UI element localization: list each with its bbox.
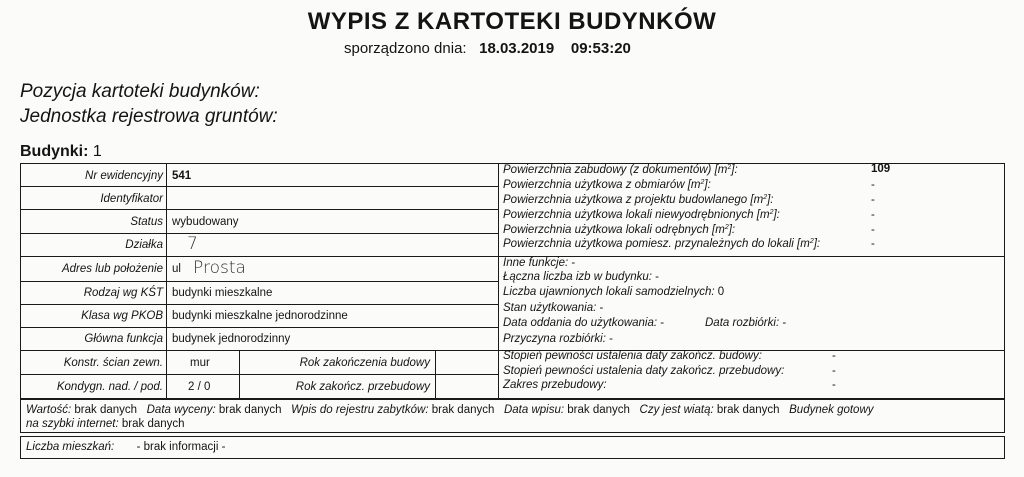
date-prefix: sporządzono dnia: bbox=[344, 40, 467, 57]
right-line bbox=[503, 209, 780, 221]
ready-label-2: na szybki internet: bbox=[26, 418, 119, 430]
row-line bbox=[20, 327, 498, 328]
area-unit: $[m^2]$: bbox=[750, 194, 774, 206]
entry-label: Data wpisu: bbox=[503, 404, 565, 416]
commission-date-label: Data oddania do użytkowania: bbox=[503, 317, 658, 329]
unit-label: Jednostka rejestrowa gruntów: bbox=[20, 106, 278, 127]
row-line bbox=[20, 304, 498, 305]
field-value: budynki mieszkalne jednorodzinne bbox=[172, 310, 348, 322]
area-unit: [m bbox=[714, 164, 728, 176]
street-handwritten: Prosta bbox=[193, 258, 246, 278]
field-label: Klasa wg PKOB bbox=[81, 310, 163, 322]
apartments-line bbox=[26, 441, 225, 453]
area-unit: $[m^2]$: bbox=[756, 209, 780, 221]
row-line bbox=[20, 209, 498, 210]
field-label: Rok zakończ. przebudowy bbox=[295, 381, 430, 393]
issue-time: 09:53:20 bbox=[570, 40, 631, 57]
row-line bbox=[20, 233, 498, 234]
right-line-value: - bbox=[871, 238, 875, 250]
ready-label: Budynek gotowy bbox=[789, 404, 874, 416]
value-label: Wartość: bbox=[26, 404, 72, 416]
right-bottom-line bbox=[503, 365, 784, 377]
right-line-value: - bbox=[871, 194, 875, 206]
row-line bbox=[20, 374, 498, 375]
other-functions-value: - bbox=[571, 257, 576, 269]
field-value: 541 bbox=[172, 170, 192, 182]
right-line bbox=[503, 224, 735, 236]
field-value: mur bbox=[190, 357, 210, 369]
usage-state bbox=[503, 302, 603, 314]
row-line bbox=[20, 281, 498, 282]
units-label: Liczba ujawnionych lokali samodzielnych: bbox=[503, 286, 715, 298]
right-bottom-line bbox=[503, 350, 762, 362]
demolition-date bbox=[705, 317, 786, 329]
area-unit-sup: 2 bbox=[727, 164, 732, 171]
demolition-reason bbox=[503, 333, 613, 345]
right-bottom-label: Zakres przebudowy: bbox=[503, 379, 607, 391]
col-divider-4 bbox=[239, 350, 240, 399]
units-value: 0 bbox=[717, 286, 725, 298]
right-bottom-value: - bbox=[832, 379, 836, 391]
right-line-value: - bbox=[871, 179, 875, 191]
apartments-label: Liczba mieszkań: bbox=[26, 441, 115, 453]
rooms-value: - bbox=[655, 271, 659, 283]
field-label: Nr ewidencyjny bbox=[85, 170, 163, 182]
right-line-value: - bbox=[871, 209, 875, 221]
area-label: Powierzchnia zabudowy (z dokumentów) bbox=[503, 164, 712, 176]
right-line-label: Powierzchnia użytkowa lokali niewyodrębnionych bbox=[503, 209, 754, 221]
right-bottom-label: Stopień pewności ustalenia daty zakończ. budowy: bbox=[503, 350, 762, 362]
field-value: budynek jednorodzinny bbox=[172, 333, 291, 345]
right-line-label: Powierzchnia użytkowa lokali odrębnych bbox=[503, 224, 709, 236]
usage-state-label: Stan użytkowania: bbox=[503, 302, 597, 314]
demolition-reason-label: Przyczyna rozbiórki: bbox=[503, 333, 606, 345]
field-label: Adres lub położenie bbox=[61, 263, 163, 275]
ready-value: brak danych bbox=[121, 418, 185, 430]
area-line bbox=[503, 164, 738, 176]
row-line bbox=[20, 186, 498, 187]
area-value: 109 bbox=[871, 163, 891, 175]
right-line bbox=[503, 179, 711, 191]
field-label: Status bbox=[130, 216, 163, 228]
field-label: Rok zakończenia budowy bbox=[299, 357, 430, 369]
register-label: Wpis do rejestru zabytków: bbox=[291, 404, 429, 416]
register-value: brak danych bbox=[431, 404, 495, 416]
demolition-reason-value: - bbox=[609, 333, 613, 345]
rooms-count bbox=[503, 271, 659, 283]
extra-info-line2 bbox=[26, 418, 185, 430]
issue-date: 18.03.2019 bbox=[479, 40, 555, 57]
other-functions-label: Inne funkcje: bbox=[503, 257, 569, 269]
issued-date-line bbox=[344, 40, 631, 57]
field-value: budynki mieszkalne bbox=[172, 287, 273, 299]
field-label: Identyfikator bbox=[100, 193, 163, 205]
area-unit: $[m^2]$: bbox=[712, 224, 736, 236]
usage-state-value: - bbox=[599, 302, 604, 314]
rooms-label: Łączna liczba izb w budynku: bbox=[503, 271, 652, 283]
demolition-date-value: - bbox=[782, 317, 787, 329]
right-bottom-value: - bbox=[832, 350, 836, 362]
area-unit-close: ]: bbox=[731, 164, 738, 176]
shed-label: Czy jest wiatą: bbox=[639, 404, 714, 416]
apartments-value: - brak informacji - bbox=[136, 441, 226, 453]
demolition-date-label: Data rozbiórki: bbox=[705, 317, 780, 329]
entry-value: brak danych bbox=[567, 404, 630, 416]
shed-value: brak danych bbox=[716, 404, 780, 416]
col-divider-2 bbox=[498, 163, 499, 399]
right-line-value: - bbox=[871, 224, 875, 236]
plot-number-handwritten: 7 bbox=[187, 234, 198, 254]
field-value: wybudowany bbox=[172, 216, 239, 228]
commission-date-value: - bbox=[660, 317, 665, 329]
right-bottom-value: - bbox=[832, 365, 836, 377]
area-unit: $[m^2]$: bbox=[797, 238, 821, 250]
buildings-label: Budynki: bbox=[20, 143, 89, 160]
right-line-label: Powierzchnia użytkowa z obmiarów bbox=[503, 179, 685, 191]
position-label: Pozycja kartoteki budynków: bbox=[20, 81, 260, 102]
units-count bbox=[503, 286, 724, 298]
right-bottom-line bbox=[503, 379, 607, 391]
extra-info-line1 bbox=[26, 404, 874, 416]
field-label: Główna funkcja bbox=[84, 333, 163, 345]
field-value: ul bbox=[172, 263, 181, 275]
valuation-label: Data wyceny: bbox=[146, 404, 216, 416]
field-label: Rodzaj wg KŚT bbox=[83, 287, 163, 299]
valuation-value: brak danych bbox=[218, 404, 282, 416]
col-divider-5 bbox=[435, 350, 436, 399]
buildings-number: 1 bbox=[92, 143, 102, 160]
field-label: Działka bbox=[125, 239, 163, 251]
field-value: 2 / 0 bbox=[188, 381, 211, 393]
right-line-label: Powierzchnia użytkowa pomiesz. przynależnych do lokali bbox=[503, 238, 794, 250]
right-bottom-label: Stopień pewności ustalenia daty zakończ. przebudowy: bbox=[503, 365, 785, 377]
area-unit: $[m^2]$: bbox=[687, 179, 711, 191]
buildings-count bbox=[20, 143, 102, 161]
col-divider-3 bbox=[166, 350, 167, 399]
commission-date bbox=[503, 317, 664, 329]
right-line bbox=[503, 194, 773, 206]
right-line bbox=[503, 238, 820, 250]
field-label: Konstr. ścian zewn. bbox=[63, 357, 163, 369]
document-title: WYPIS Z KARTOTEKI BUDYNKÓW bbox=[307, 8, 717, 35]
value-value: brak danych bbox=[74, 404, 138, 416]
field-label: Kondygn. nad. / pod. bbox=[56, 381, 163, 393]
other-functions bbox=[503, 257, 575, 269]
right-line-label: Powierzchnia użytkowa z projektu budowlanego bbox=[503, 194, 748, 206]
